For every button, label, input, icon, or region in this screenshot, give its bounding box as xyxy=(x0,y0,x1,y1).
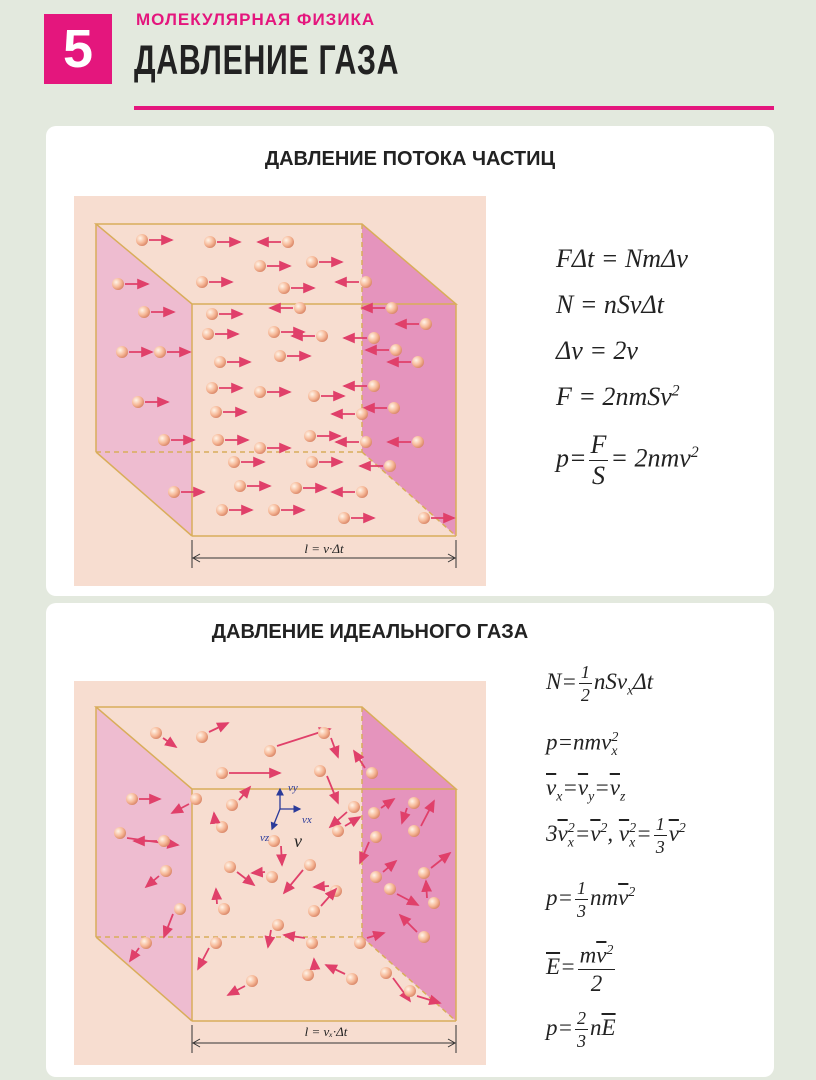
particle xyxy=(428,897,440,909)
formula-4: $3\overline{v}_x^2=\overline{v}^2$, $\overline{v}_x^2=$ $\frac{1}{3}$ $\overline{v}^2$ xyxy=(546,814,686,857)
particle xyxy=(278,282,290,294)
particle xyxy=(360,276,372,288)
particle xyxy=(254,386,266,398)
formula-2: p=nmv$_x^2$ xyxy=(546,729,619,759)
formula-2: N = nSvΔt xyxy=(556,290,664,319)
lesson-number: 5 xyxy=(44,14,112,84)
particle xyxy=(318,727,330,739)
particle xyxy=(408,825,420,837)
particle xyxy=(388,402,400,414)
particle xyxy=(408,797,420,809)
particle xyxy=(368,807,380,819)
particle xyxy=(138,306,150,318)
particle xyxy=(338,512,350,524)
particle xyxy=(272,919,284,931)
particle xyxy=(218,903,230,915)
particle xyxy=(412,356,424,368)
formulas-block xyxy=(556,244,766,524)
particle xyxy=(204,236,216,248)
particle xyxy=(214,356,226,368)
particle xyxy=(266,871,278,883)
particle xyxy=(348,801,360,813)
particle xyxy=(304,430,316,442)
formula-6: $\overline{E}=$ $\frac{m\overline{v}^2}{2}$ xyxy=(546,942,614,996)
formulas-block xyxy=(546,663,766,1063)
particle xyxy=(140,937,152,949)
formula-1: N= $\frac{1}{2}$ nSv$_x$Δt xyxy=(546,662,654,705)
svg-text:v: v xyxy=(294,831,302,851)
particle xyxy=(390,344,402,356)
panel-title: ДАВЛЕНИЕ ИДЕАЛЬНОГО ГАЗА xyxy=(211,621,529,643)
particle xyxy=(306,256,318,268)
particle xyxy=(210,937,222,949)
particle xyxy=(268,835,280,847)
svg-text:vy: vy xyxy=(288,782,298,794)
particle xyxy=(246,975,258,987)
formula-5: p= $\frac{F}{S}$ = 2nmv$^2$ xyxy=(556,430,699,490)
particle xyxy=(264,745,276,757)
particle xyxy=(112,278,124,290)
length-label: l = vₓ·Δt xyxy=(304,1024,348,1039)
particle xyxy=(386,302,398,314)
particle xyxy=(116,346,128,358)
panel-title: ДАВЛЕНИЕ ПОТОКА ЧАСТИЦ xyxy=(264,148,556,170)
particle xyxy=(420,318,432,330)
particle xyxy=(206,308,218,320)
particle xyxy=(356,486,368,498)
particle xyxy=(216,821,228,833)
particle xyxy=(368,380,380,392)
particle xyxy=(150,727,162,739)
particle xyxy=(366,767,378,779)
formula-7: p= $\frac{2}{3}$ $n\overline{E}$ xyxy=(546,1008,616,1051)
velocity-arrow xyxy=(214,813,215,822)
particle xyxy=(316,330,328,342)
particle xyxy=(360,436,372,448)
velocity-arrow xyxy=(426,881,427,898)
particle xyxy=(126,793,138,805)
particle xyxy=(196,731,208,743)
particle xyxy=(302,969,314,981)
particle xyxy=(136,234,148,246)
particle xyxy=(114,827,126,839)
particle xyxy=(174,903,186,915)
particle xyxy=(154,346,166,358)
particle xyxy=(268,326,280,338)
title-divider xyxy=(134,106,774,110)
particle xyxy=(306,937,318,949)
particle xyxy=(168,486,180,498)
particle xyxy=(216,504,228,516)
particle xyxy=(304,859,316,871)
particle xyxy=(228,456,240,468)
particle xyxy=(330,885,342,897)
velocity-arrow xyxy=(314,959,315,970)
velocity-arrow xyxy=(252,872,265,873)
particle xyxy=(158,835,170,847)
formula-5: p= $\frac{1}{3}$ $nm\overline{v}^2$ xyxy=(546,878,636,921)
particle xyxy=(356,408,368,420)
length-label: l = v·Δt xyxy=(304,541,344,556)
panel-ideal-gas xyxy=(46,603,774,1077)
particle xyxy=(404,985,416,997)
particle xyxy=(384,460,396,472)
particle xyxy=(210,406,222,418)
particle xyxy=(196,276,208,288)
particle xyxy=(370,871,382,883)
ideal-gas-diagram xyxy=(74,681,486,1065)
particle xyxy=(308,390,320,402)
particle xyxy=(418,867,430,879)
particle xyxy=(294,302,306,314)
velocity-arrow xyxy=(281,846,282,865)
particle xyxy=(380,967,392,979)
particle xyxy=(314,765,326,777)
velocity-arrow xyxy=(314,886,329,887)
particle xyxy=(254,260,266,272)
section-label: МОЛЕКУЛЯРНАЯ ФИЗИКА xyxy=(136,10,376,29)
particle xyxy=(254,442,266,454)
particle xyxy=(412,436,424,448)
particle xyxy=(368,332,380,344)
formula-3: Δv = 2v xyxy=(556,336,638,365)
particle xyxy=(418,931,430,943)
particle xyxy=(268,504,280,516)
particle xyxy=(370,831,382,843)
particle xyxy=(226,799,238,811)
particle xyxy=(384,883,396,895)
svg-text:vx: vx xyxy=(302,814,312,826)
svg-text:vz: vz xyxy=(260,832,270,844)
particle xyxy=(332,825,344,837)
particle xyxy=(160,865,172,877)
particle xyxy=(306,456,318,468)
particle xyxy=(234,480,246,492)
particle xyxy=(346,973,358,985)
panel-particle-flow xyxy=(46,126,774,596)
particle xyxy=(274,350,286,362)
particle xyxy=(216,767,228,779)
particle xyxy=(190,793,202,805)
particle xyxy=(132,396,144,408)
formula-1: FΔt = NmΔv xyxy=(556,244,688,273)
particle xyxy=(308,905,320,917)
particle xyxy=(282,236,294,248)
particle xyxy=(290,482,302,494)
particle xyxy=(202,328,214,340)
particle xyxy=(212,434,224,446)
particle xyxy=(354,937,366,949)
particle xyxy=(158,434,170,446)
particle xyxy=(206,382,218,394)
particle-flow-diagram xyxy=(74,196,486,586)
page-title: ДАВЛЕНИЕ ГАЗА xyxy=(134,36,400,83)
particle xyxy=(418,512,430,524)
formula-3: $\overline{v}_x=\overline{v}_y=\overline{v}_z$ xyxy=(546,775,626,804)
particle xyxy=(224,861,236,873)
velocity-arrow xyxy=(216,889,217,904)
formula-4: F = 2nmSv$^2$ xyxy=(556,382,680,411)
